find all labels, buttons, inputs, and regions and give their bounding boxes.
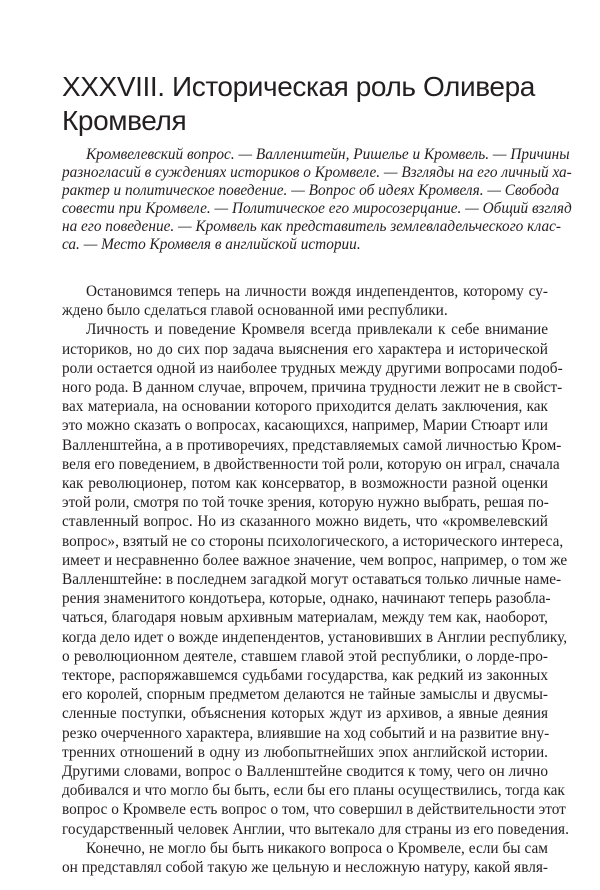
text-line: Другими словами, вопрос о Валленштейне сводится к тому, чего он лично xyxy=(62,763,548,781)
summary-line: са. — Место Кромвеля в английской истории. xyxy=(62,236,361,253)
text-line: Конечно, не могло бы быть никакого вопроса о Кромвеле, если бы сам xyxy=(86,839,548,857)
text-line: добивался и что могло бы быть, если бы его планы осуществились, тогда как xyxy=(62,782,565,800)
chapter-body-text xyxy=(62,282,569,877)
text-line: ставленный вопрос. Но из сказанного можно видеть, что «кромвелевский xyxy=(62,513,548,531)
text-line: это можно сказать о вопросах, касающихся, например, Марии Стюарт или xyxy=(62,417,548,435)
text-line: вах материала, на основании которого приходится делать заключения, как xyxy=(62,398,548,416)
text-line: этой роли, смотря по той точке зрения, которую нужно выбрать, решая по- xyxy=(62,494,549,512)
summary-line: совести при Кромвеле. — Политическое его миросозерцание. — Общий взгляд xyxy=(62,200,572,217)
chapter-title-line: Кромвеля xyxy=(62,105,187,136)
text-line: имеет и несравненно более важное значение, чем вопрос, например, о том же xyxy=(62,551,568,569)
summary-line: рактер и политическое поведение. — Вопрос об идеях Кромвеля. — Свобода xyxy=(62,182,560,199)
text-line: историков, но до сих пор задача выяснения его характера и исторической xyxy=(62,340,548,358)
text-line: Личность и поведение Кромвеля всегда привлекали к себе внимание xyxy=(86,321,548,339)
text-line: Валленштейне: в последнем загадкой могут оставаться только личные наме- xyxy=(62,571,562,589)
text-line: веля его поведением, в двойственности той роли, которую он играл, сначала xyxy=(62,455,560,473)
text-line: его королей, спорным предметом делаются не тайные замыслы и двусмы- xyxy=(62,686,548,704)
text-line: сленные поступки, объяснения которых ждут из архивов, а явные деяния xyxy=(62,705,548,723)
text-line: вопрос о Кромвеле есть вопрос о том, что совершил в действительности этот xyxy=(62,801,566,819)
summary-line: Кромвелевский вопрос. — Валленштейн, Ришелье и Кромвель. — Причины xyxy=(86,146,570,163)
text-line: ного рода. В данном случае, впрочем, причина трудности лежит не в свойст- xyxy=(62,379,563,397)
chapter-summary xyxy=(62,146,572,254)
text-line: текторе, распоряжавшемся судьбами государства, как редкий из законных xyxy=(62,667,548,685)
text-line: о революционном деятеле, ставшем главой этой республики, о лорде-про- xyxy=(62,647,548,665)
chapter-title-line: XXXVIII. Историческая роль Оливера xyxy=(62,71,535,102)
text-line: Остановимся теперь на личности вождя индепендентов, которому су- xyxy=(86,283,548,300)
text-line: ждено было сделаться главой основанной ими республики. xyxy=(62,302,448,320)
paragraph xyxy=(62,282,548,320)
text-line: Валленштейна, а в противоречиях, представляемых самой личностью Кром- xyxy=(62,436,562,454)
summary-line: на его поведение. — Кромвель как представитель землевладельческого клас- xyxy=(62,218,562,235)
text-line: как революционер, потом как консерватор, в возможности разной оценки xyxy=(62,475,548,493)
text-line: он представлял собой такую же цельную и несложную натуру, какой явля- xyxy=(62,859,548,877)
text-line: резко очерченного характера, влиявшие на ход событий и на развитие вну- xyxy=(62,724,550,742)
text-line: чаться, благодаря новым архивным материалам, между тем как, наоборот, xyxy=(62,609,548,627)
text-line: рения знаменитого кондотьера, которые, однако, начинают теперь разобла- xyxy=(62,590,551,608)
text-line: когда дело идет о вожде индепендентов, установивших в Англии республику, xyxy=(62,628,568,646)
chapter-title xyxy=(62,70,548,138)
text-line: тренних отношений в одну из любопытнейших эпох английской истории. xyxy=(62,743,548,761)
summary-line: разногласий в суждениях историков о Кромвеле. — Взгляды на его личный ха- xyxy=(62,164,572,181)
paragraph xyxy=(62,320,569,838)
text-line: вопрос», взятый не со стороны психологического, а исторического интереса, xyxy=(62,532,564,550)
text-line: государственный человек Англии, что вытекало для страны из его поведения. xyxy=(62,820,569,838)
text-line: роли остается одной из наиболее трудных между другими вопросами подоб- xyxy=(62,359,563,377)
paragraph xyxy=(62,839,548,877)
